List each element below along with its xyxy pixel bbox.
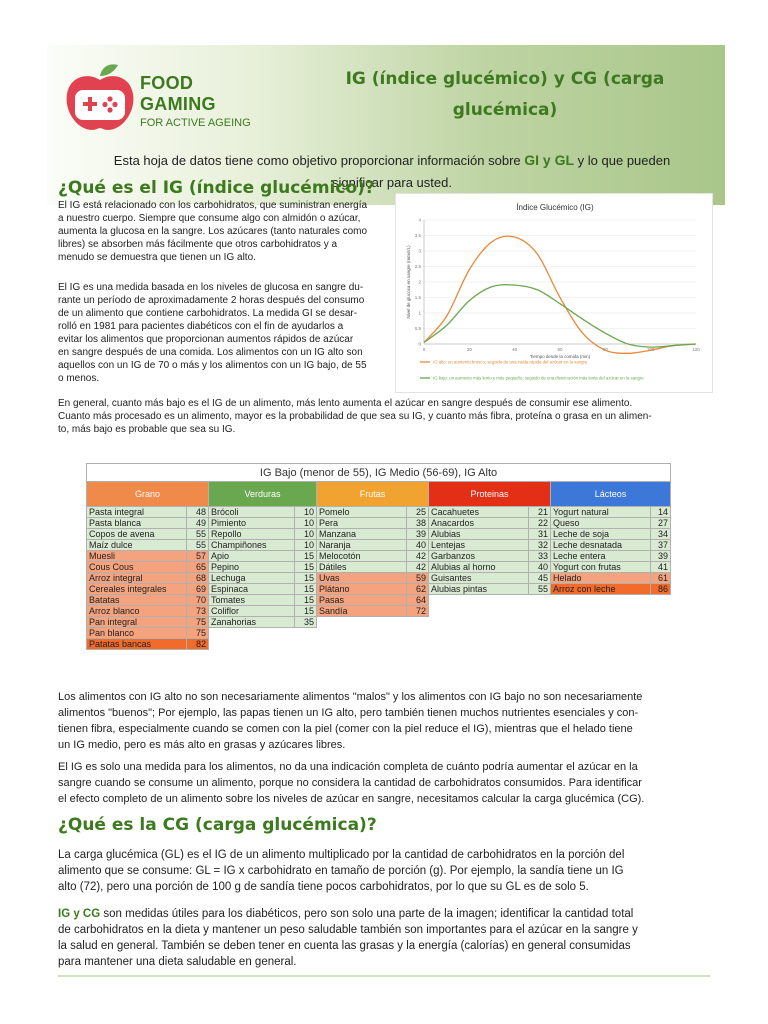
chart-legend xyxy=(420,360,644,381)
table-row xyxy=(87,617,671,628)
food-gaming-logo xyxy=(62,60,262,140)
table-row xyxy=(87,518,671,529)
empty-cell xyxy=(317,628,407,639)
food-name-cell: Pepino xyxy=(209,562,295,573)
gi-value-cell: 55 xyxy=(529,584,551,595)
s2-p2-line: sangre cuando se consume un alimento, porque no considera la cantidad de carbohidratos consumidos. Para identificar xyxy=(58,777,642,789)
table-row xyxy=(87,584,671,595)
gi-value-cell: 62 xyxy=(407,584,429,595)
cg-p2-first: son medidas útiles para los diabéticos, pero son solo una parte de la imagen; identificar la cantidad total xyxy=(100,908,634,920)
empty-cell xyxy=(429,639,529,650)
ig-paragraph-3 xyxy=(58,397,728,436)
section2-paragraph-1 xyxy=(58,689,718,753)
chart-x-tick-label: 80 xyxy=(602,347,608,352)
food-name-cell: Apio xyxy=(209,551,295,562)
ig-p2-line: en sangre después de una comida. Los alimentos con un IG alto son xyxy=(58,347,363,358)
empty-cell xyxy=(407,617,429,628)
food-name-cell: Lentejas xyxy=(429,540,529,551)
food-name-cell: Garbanzos xyxy=(429,551,529,562)
gi-value-cell: 75 xyxy=(187,628,209,639)
empty-cell xyxy=(651,639,671,650)
ig-paragraph-2 xyxy=(58,281,398,385)
chart-series-line xyxy=(424,285,696,347)
food-name-cell: Dátiles xyxy=(317,562,407,573)
food-name-cell: Leche entera xyxy=(551,551,651,562)
cg-p2-line: para mantener una dieta saludable en general. xyxy=(58,956,297,968)
chart-x-tick-label: 20 xyxy=(466,347,472,352)
gi-food-table xyxy=(86,463,671,650)
food-name-cell: Coliflor xyxy=(209,606,295,617)
empty-cell xyxy=(551,606,651,617)
empty-cell xyxy=(651,628,671,639)
category-header: Proteinas xyxy=(429,482,551,507)
section-heading-ig: ¿Qué es el IG (índice glucémico)? xyxy=(58,178,375,198)
cg-highlight: IG y CG xyxy=(58,908,101,920)
chart-y-tick-label: 3.5 xyxy=(414,233,421,238)
food-name-cell: Arroz con leche xyxy=(551,584,651,595)
gi-value-cell: 86 xyxy=(651,584,671,595)
food-name-cell: Alubias pintas xyxy=(429,584,529,595)
gi-value-cell: 10 xyxy=(295,507,317,518)
food-name-cell: Pasta integral xyxy=(87,507,187,518)
ig-p2-line: evitar los alimentos que proporcionan aumentos rápidos de azúcar xyxy=(58,334,354,345)
gi-value-cell: 59 xyxy=(407,573,429,584)
gi-value-cell: 48 xyxy=(187,507,209,518)
ig-p1-line: a nuestro cuerpo. Siempre que consume algo con almidón o azúcar, xyxy=(58,213,361,224)
gi-value-cell: 15 xyxy=(295,562,317,573)
food-name-cell: Muesli xyxy=(87,551,187,562)
gamepad-apple-icon xyxy=(62,60,138,136)
gi-chart xyxy=(395,193,713,393)
gi-value-cell: 65 xyxy=(187,562,209,573)
gi-value-cell: 70 xyxy=(187,595,209,606)
intro-highlight: GI y GL xyxy=(524,152,575,168)
food-name-cell: Cous Cous xyxy=(87,562,187,573)
empty-cell xyxy=(209,628,295,639)
logo-text xyxy=(140,73,251,129)
gi-value-cell: 40 xyxy=(529,562,551,573)
chart-legend-label: IG bajo: un aumento más lento y más pequeño, seguido de una disminución más lenta del azúcar en la sangre xyxy=(433,375,644,381)
category-header: Frutas xyxy=(317,482,429,507)
food-name-cell: Leche desnatada xyxy=(551,540,651,551)
ig-p3-line: to, más bajo es probable que sea su IG. xyxy=(58,424,236,435)
chart-y-tick-label: 4 xyxy=(418,217,421,223)
cg-paragraph-1 xyxy=(58,847,718,895)
food-name-cell: Pan blanco xyxy=(87,628,187,639)
section2-paragraph-2 xyxy=(58,759,718,807)
page-title-line2: glucémica) xyxy=(452,100,558,120)
chart-grid xyxy=(424,220,696,344)
table-row xyxy=(87,573,671,584)
empty-cell xyxy=(651,617,671,628)
intro-part2: y lo que pueden xyxy=(574,153,671,168)
gi-value-cell: 82 xyxy=(187,639,209,650)
gi-value-cell: 64 xyxy=(407,595,429,606)
food-name-cell: Lechuga xyxy=(209,573,295,584)
table-row xyxy=(87,507,671,518)
ig-p3-line: En general, cuanto más bajo es el IG de un alimento, más lento aumenta el azúcar en sangre después de consumir ese alimento. xyxy=(58,398,633,409)
gi-value-cell: 25 xyxy=(407,507,429,518)
gi-value-cell: 55 xyxy=(187,540,209,551)
gi-value-cell: 22 xyxy=(529,518,551,529)
gi-value-cell: 42 xyxy=(407,551,429,562)
gi-value-cell: 34 xyxy=(651,529,671,540)
gi-value-cell: 15 xyxy=(295,573,317,584)
empty-cell xyxy=(429,617,529,628)
gi-value-cell: 73 xyxy=(187,606,209,617)
gi-value-cell: 75 xyxy=(187,617,209,628)
footer-divider xyxy=(58,975,710,977)
intro-line1 xyxy=(62,149,722,172)
chart-x-tick-label: 60 xyxy=(557,347,563,352)
empty-cell xyxy=(529,606,551,617)
s2-p2-line: El IG es solo una medida para los alimentos, no da una indicación completa de cuánto podría aumentar el azúcar en la xyxy=(58,761,638,773)
chart-y-tick-label: 2.5 xyxy=(414,264,421,269)
chart-legend-label: IG alto: un aumento brusco, seguido de una caída rápida del azúcar en la sangre xyxy=(433,359,588,365)
empty-cell xyxy=(529,639,551,650)
chart-ticks xyxy=(415,218,701,353)
chart-x-tick-label: 100 xyxy=(646,347,655,352)
empty-cell xyxy=(529,595,551,606)
food-name-cell: Repollo xyxy=(209,529,295,540)
gi-chart-svg xyxy=(396,194,714,394)
empty-cell xyxy=(295,639,317,650)
table-row xyxy=(87,595,671,606)
gi-value-cell: 21 xyxy=(529,507,551,518)
ig-p2-line: El IG es una medida basada en los niveles de glucosa en sangre du- xyxy=(58,282,364,293)
chart-y-tick-label: 1.5 xyxy=(414,295,421,300)
empty-cell xyxy=(651,606,671,617)
table-body xyxy=(87,507,671,650)
gi-value-cell: 69 xyxy=(187,584,209,595)
category-header: Verduras xyxy=(209,482,317,507)
chart-title: Índice Glucémico (IG) xyxy=(516,203,594,212)
chart-x-tick-label: 120 xyxy=(692,347,700,352)
empty-cell xyxy=(529,628,551,639)
chart-x-axis-label: Tiempo desde la comida (min) xyxy=(529,354,591,359)
empty-cell xyxy=(529,617,551,628)
gi-value-cell: 68 xyxy=(187,573,209,584)
cg-p2-line xyxy=(58,906,718,922)
gi-value-cell: 33 xyxy=(529,551,551,562)
gi-value-cell: 31 xyxy=(529,529,551,540)
empty-cell xyxy=(407,628,429,639)
s2-p1-line: Los alimentos con IG alto no son necesariamente alimentos "malos" y los alimentos con IG bajo no son necesariamente xyxy=(58,691,643,703)
gi-value-cell: 35 xyxy=(295,617,317,628)
gi-value-cell: 49 xyxy=(187,518,209,529)
table-category-row xyxy=(87,482,671,507)
food-name-cell: Yogurt con frutas xyxy=(551,562,651,573)
cg-paragraph-2 xyxy=(58,906,718,970)
empty-cell xyxy=(551,595,651,606)
food-name-cell: Anacardos xyxy=(429,518,529,529)
food-name-cell: Yogurt natural xyxy=(551,507,651,518)
gi-value-cell: 61 xyxy=(651,573,671,584)
chart-x-tick-label: 40 xyxy=(512,347,518,352)
empty-cell xyxy=(429,606,529,617)
gi-value-cell: 40 xyxy=(407,540,429,551)
food-name-cell: Pan integral xyxy=(87,617,187,628)
page-title xyxy=(340,64,670,126)
food-name-cell: Sandía xyxy=(317,606,407,617)
table-row xyxy=(87,529,671,540)
section-heading-cg: ¿Qué es la CG (carga glucémica)? xyxy=(58,815,377,835)
chart-x-tick-label: 0 xyxy=(422,347,426,352)
empty-cell xyxy=(317,639,407,650)
cg-p1-line: alto (72), pero una porción de 100 g de sandía tiene pocos carbohidratos, por lo que su GL es de solo 5. xyxy=(58,881,589,893)
ig-paragraph-1 xyxy=(58,199,398,264)
table-row xyxy=(87,551,671,562)
chart-y-tick-label: 1 xyxy=(418,310,421,316)
gi-value-cell: 15 xyxy=(295,551,317,562)
gi-value-cell: 41 xyxy=(651,562,671,573)
table-caption: IG Bajo (menor de 55), IG Medio (56-69), IG Alto xyxy=(87,464,671,482)
food-name-cell: Copos de avena xyxy=(87,529,187,540)
food-name-cell: Tomates xyxy=(209,595,295,606)
empty-cell xyxy=(295,628,317,639)
food-name-cell: Arroz integral xyxy=(87,573,187,584)
gi-value-cell: 10 xyxy=(295,540,317,551)
gi-value-cell: 27 xyxy=(651,518,671,529)
empty-cell xyxy=(551,628,651,639)
gi-value-cell: 14 xyxy=(651,507,671,518)
gi-value-cell: 10 xyxy=(295,529,317,540)
food-name-cell: Plátano xyxy=(317,584,407,595)
gi-value-cell: 55 xyxy=(187,529,209,540)
food-name-cell: Zanahorias xyxy=(209,617,295,628)
empty-cell xyxy=(551,617,651,628)
food-name-cell: Leche de soja xyxy=(551,529,651,540)
ig-p1-line: libres) se absorben más fácilmente que otros carbohidratos y a xyxy=(58,239,338,250)
chart-series-line xyxy=(424,236,696,353)
food-name-cell: Brócoli xyxy=(209,507,295,518)
food-name-cell: Manzana xyxy=(317,529,407,540)
food-name-cell: Arroz blanco xyxy=(87,606,187,617)
intro-part1: Esta hoja de datos tiene como objetivo proporcionar información sobre xyxy=(113,153,525,168)
cg-p1-line: La carga glucémica (GL) es el IG de un alimento multiplicado por la cantidad de carbohidratos en la porción del xyxy=(58,849,625,861)
chart-y-tick-label: 2 xyxy=(418,279,421,285)
gi-value-cell: 15 xyxy=(295,595,317,606)
s2-p1-line: tienen fibra, especialmente cuando se comen con la piel (comer con la piel reduce el IG), mientras que el helado tiene xyxy=(58,723,633,735)
ig-p1-line: El IG está relacionado con los carbohidratos, que suministran energía xyxy=(58,200,368,211)
chart-y-tick-label: 0 xyxy=(418,341,421,347)
food-name-cell: Naranja xyxy=(317,540,407,551)
s2-p2-line: el efecto completo de un alimento sobre los niveles de azúcar en sangre, necesitamos calcular la carga glucémica (CG). xyxy=(58,793,645,805)
table-row xyxy=(87,540,671,551)
gi-value-cell: 39 xyxy=(407,529,429,540)
food-name-cell: Pera xyxy=(317,518,407,529)
empty-cell xyxy=(429,595,529,606)
food-name-cell: Pasta blanca xyxy=(87,518,187,529)
gi-value-cell: 45 xyxy=(529,573,551,584)
food-name-cell: Champiñones xyxy=(209,540,295,551)
food-name-cell: Uvas xyxy=(317,573,407,584)
empty-cell xyxy=(651,595,671,606)
category-header: Grano xyxy=(87,482,209,507)
ig-p1-line: menudo se demuestra que tienen un IG alto. xyxy=(58,252,256,263)
food-name-cell: Guisantes xyxy=(429,573,529,584)
food-name-cell: Alubias xyxy=(429,529,529,540)
food-name-cell: Batatas xyxy=(87,595,187,606)
food-name-cell: Maíz dulce xyxy=(87,540,187,551)
logo-main-line1: FOOD xyxy=(140,73,194,93)
food-name-cell: Pasas xyxy=(317,595,407,606)
food-name-cell: Melocotón xyxy=(317,551,407,562)
food-name-cell: Pimiento xyxy=(209,518,295,529)
cg-p2-line: la salud en general. También se deben tener en cuenta las grasas y la energía (calorías) en general consumidas xyxy=(58,940,631,952)
gi-value-cell: 72 xyxy=(407,606,429,617)
table-row xyxy=(87,639,671,650)
empty-cell xyxy=(551,639,651,650)
gi-value-cell: 10 xyxy=(295,518,317,529)
empty-cell xyxy=(317,617,407,628)
food-name-cell: Cacahuetes xyxy=(429,507,529,518)
empty-cell xyxy=(209,639,295,650)
ig-p2-line: rolló en 1981 para pacientes diabéticos con el fin de ayudarlos a xyxy=(58,321,344,332)
food-name-cell: Espinaca xyxy=(209,584,295,595)
intro-line2: significar para usted. xyxy=(332,175,452,190)
ig-p3-line: Cuanto más procesado es un alimento, mayor es la probabilidad de que sea su IG, y cuanto más fibra, proteína o grasa en un alimen- xyxy=(58,411,652,422)
food-name-cell: Queso xyxy=(551,518,651,529)
food-name-cell: Pomelo xyxy=(317,507,407,518)
gi-value-cell: 57 xyxy=(187,551,209,562)
cg-p2-line: de carbohidratos en la dieta y mantener un peso saludable también son importantes para el azúcar en la sangre y xyxy=(58,924,638,936)
ig-p2-line: o menos. xyxy=(58,373,100,384)
category-header: Lácteos xyxy=(551,482,671,507)
food-name-cell: Helado xyxy=(551,573,651,584)
table-row xyxy=(87,606,671,617)
food-name-cell: Cereales integrales xyxy=(87,584,187,595)
food-name-cell: Alubias al horno xyxy=(429,562,529,573)
chart-y-tick-label: 0.5 xyxy=(414,326,421,331)
gi-value-cell: 38 xyxy=(407,518,429,529)
gi-value-cell: 42 xyxy=(407,562,429,573)
chart-series xyxy=(424,236,696,353)
empty-cell xyxy=(407,639,429,650)
s2-p1-line: un IG medio, pero es más alto en grasas y azúcares libres. xyxy=(58,739,346,751)
ig-p2-line: aquellos con un IG de 70 o más y los alimentos con un IG bajo, de 55 xyxy=(58,360,367,371)
chart-y-tick-label: 3 xyxy=(418,248,421,254)
page-title-line1: IG (índice glucémico) y CG (carga xyxy=(345,69,665,89)
cg-p1-line: alimento que se consume: GL = IG x carbohidrato en tamaño de porción (g). Por ejemplo, la sandía tiene un IG xyxy=(58,865,624,877)
gi-value-cell: 15 xyxy=(295,584,317,595)
gi-value-cell: 15 xyxy=(295,606,317,617)
empty-cell xyxy=(429,628,529,639)
table-row xyxy=(87,562,671,573)
ig-p1-line: aumenta la glucosa en la sangre. Los azúcares (tanto naturales como xyxy=(58,226,368,237)
s2-p1-line: alimentos "buenos"; Por ejemplo, las papas tienen un IG alto, pero también tienen muchos nutrientes esenciales y con- xyxy=(58,707,639,719)
gi-value-cell: 39 xyxy=(651,551,671,562)
ig-p2-line: de un alimento que contiene carbohidratos. La medida GI se desar- xyxy=(58,308,358,319)
logo-tagline: FOR ACTIVE AGEING xyxy=(140,117,251,129)
gi-value-cell: 37 xyxy=(651,540,671,551)
food-name-cell: Patatas bancas xyxy=(87,639,187,650)
ig-p2-line: rante un período de aproximadamente 2 horas después del consumo xyxy=(58,295,365,306)
table-row xyxy=(87,628,671,639)
chart-y-axis-label: Nivel de glucosa en sangre (mmol/L) xyxy=(406,245,411,319)
gi-value-cell: 32 xyxy=(529,540,551,551)
logo-main-line2: GAMING xyxy=(140,94,216,114)
